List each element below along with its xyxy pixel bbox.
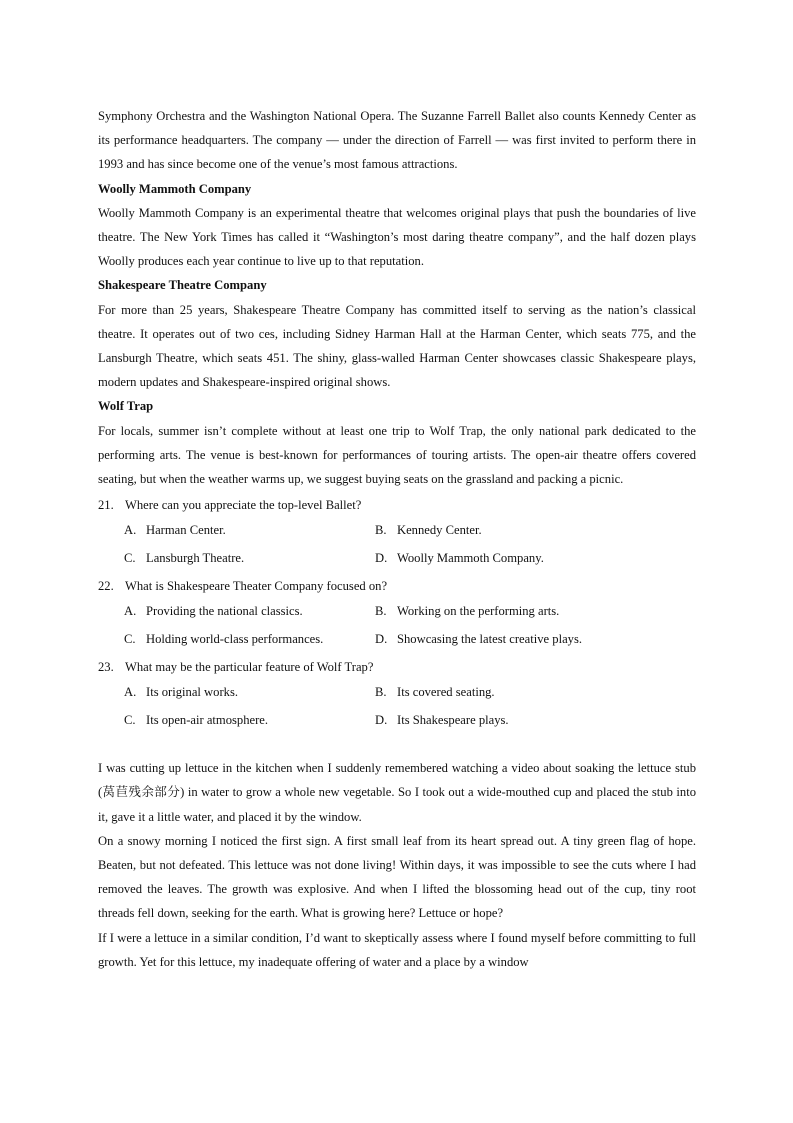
section-heading: Shakespeare Theatre Company <box>98 278 267 293</box>
option-c[interactable]: C. Holding world-class performances. <box>124 631 324 646</box>
question-21 <box>98 493 696 572</box>
passage-paragraph: If I were a lettuce in a similar condition, I’d want to skeptically assess where I found myself before committing to full growth. Yet for this lettuce, my inadequate offering of water and a place by a window <box>98 930 696 969</box>
passage-lettuce <box>98 756 696 974</box>
question-number: 23. <box>98 660 114 675</box>
answer-options <box>124 679 696 734</box>
question-22 <box>98 574 696 653</box>
passage-paragraph: I was cutting up lettuce in the kitchen when I suddenly remembered watching a video about soaking the lettuce stub (莴苣残余部分) in water to grow a whole new vegetable. So I took out a wide-mouthed cup and placed the stub into it, gave it a little water, and placed it by the window. <box>98 761 696 824</box>
question-number: 21. <box>98 498 114 513</box>
section-body: Woolly Mammoth Company is an experimental theatre that welcomes original plays that push the boundaries of live theatre. The New York Times has called it “Washington’s most daring theatre company”, and the half dozen plays Woolly produces each year continue to live up to that reputation. <box>98 205 696 269</box>
section-heading: Woolly Mammoth Company <box>98 181 252 196</box>
option-a[interactable]: A. Its original works. <box>124 685 238 700</box>
option-a[interactable]: A. Harman Center. <box>124 523 226 538</box>
section-body: For locals, summer isn’t complete without at least one trip to Wolf Trap, the only national park dedicated to the performing arts. The venue is best-known for performances of touring artists. The open-air theatre offers covered seating, but when the weather warms up, we suggest buying seats on the grassland and packing a picnic. <box>98 423 696 487</box>
section-spacer <box>98 734 696 756</box>
option-a[interactable]: A. Providing the national classics. <box>124 604 303 619</box>
question-text: Where can you appreciate the top-level Ballet? <box>125 498 362 513</box>
option-d[interactable]: D. Showcasing the latest creative plays. <box>375 631 583 646</box>
section-woolly-mammoth <box>98 177 696 274</box>
section-wolf-trap <box>98 394 696 491</box>
section-heading: Wolf Trap <box>98 399 154 414</box>
option-b[interactable]: B. Working on the performing arts. <box>375 604 560 619</box>
option-d[interactable]: D. Woolly Mammoth Company. <box>375 550 544 565</box>
option-b[interactable]: B. Kennedy Center. <box>375 523 482 538</box>
passage-paragraph: On a snowy morning I noticed the first sign. A first small leaf from its heart spread out. A tiny green flag of hope. Beaten, but not defeated. This lettuce was not done living! Within days, it was impossible to see the cuts where I had removed the leaves. The growth was explosive. And when I lifted the blossoming head out of the cup, tiny root threads fell down, seeking for the earth. What is growing here? Lettuce or hope? <box>98 833 696 921</box>
section-body: For more than 25 years, Shakespeare Theatre Company has committed itself to serving as the nation’s classical theatre. It operates out of two ces, including Sidney Harman Hall at the Harman Center, which seats 775, and the Lansburgh Theatre, which seats 451. The shiny, glass-walled Harman Center showcases classic Shakespeare plays, modern updates and Shakespeare-inspired original shows. <box>98 302 696 390</box>
question-stem <box>98 493 696 517</box>
question-stem <box>98 574 696 598</box>
intro-paragraph: Symphony Orchestra and the Washington National Opera. The Suzanne Farrell Ballet also counts Kennedy Center as its performance headquarters. The company — under the direction of Farrell — was first invited to perform there in 1993 and has since become one of the venue’s most famous attractions. <box>98 109 696 172</box>
answer-options <box>124 598 696 653</box>
question-text: What may be the particular feature of Wolf Trap? <box>125 660 374 675</box>
question-stem <box>98 655 696 679</box>
question-23 <box>98 655 696 734</box>
question-number: 22. <box>98 579 114 594</box>
question-text: What is Shakespeare Theater Company focused on? <box>125 579 388 594</box>
section-shakespeare-theatre <box>98 273 696 394</box>
option-c[interactable]: C. Lansburgh Theatre. <box>124 550 245 565</box>
answer-options <box>124 517 696 572</box>
document-page <box>98 104 696 974</box>
option-b[interactable]: B. Its covered seating. <box>375 685 495 700</box>
option-d[interactable]: D. Its Shakespeare plays. <box>375 712 509 727</box>
option-c[interactable]: C. Its open-air atmosphere. <box>124 712 269 727</box>
